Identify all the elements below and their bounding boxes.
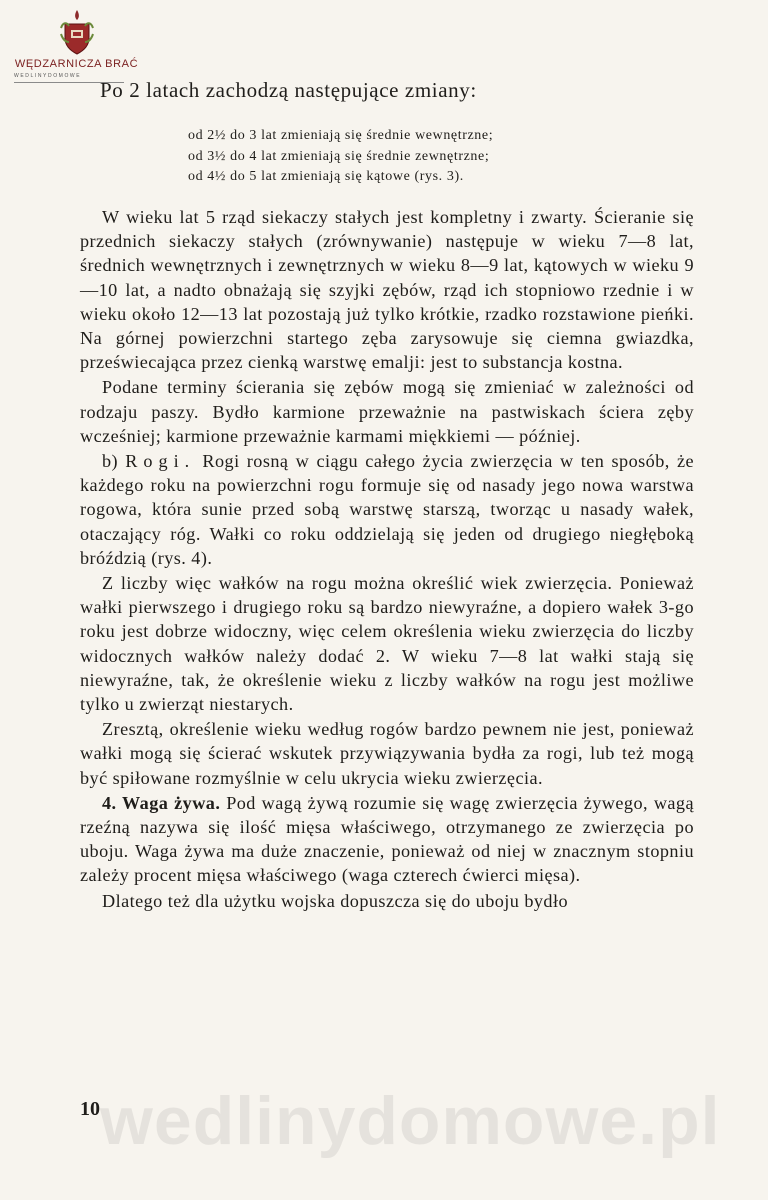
paragraph-label: b) [102,451,119,472]
paragraph-horn-rings: Z liczby więc wałków na rogu można określić wiek zwierzęcia. Ponieważ wałki pierwszego i drugiego roku są bardzo niewyraźne, a dopiero wałek 3-go roku jest dobrze widoczny, więc celem określenia wieku zwierzęcia do liczby widocznych wałków należy dodać 2. W wieku 7—8 lat wałki stają się niewyraźne, tak, że określenie wieku z liczby wałków na rogu jest możliwe tylko u zwierząt niestarych. [80,573,694,715]
paragraph-teeth-wear: W wieku lat 5 rząd siekaczy stałych jest kompletny i zwarty. Ścieranie się przednich siekaczy stałych (zrównywanie) następuje w wieku 7—8 lat, średnich wewnętrznych i zewnętrznych w wieku 8—9 lat, kątowych w wieku 9—10 lat, a nadto obnażają się szyjki zębów, rząd ich stopniowo rzednie i w wieku około 12—13 lat pozostają już tylko krótkie, rzadko rozstawione pieńki. Na górnej powierzchni startego zęba zarysowuje się ciemna gwiazdka, przeświecająca przez cienką warstwę emalji: jest to substancja kostna. [80,207,694,373]
paragraph-horn-reliability: Zresztą, określenie wieku według rogów bardzo pewnem nie jest, ponieważ wałki mogą się ścierać wskutek przywiązywania bydła za rogi, lub też mogą być spiłowane rozmyślnie w celu ukrycia wieku zwierzęcia. [80,719,694,788]
paragraph-horns [80,449,694,570]
list-item: od 3½ do 4 lat zmieniają się średnie zewnętrzne; [188,148,490,164]
live-weight-text: Pod wagą żywą rozumie się wagę zwierzęcia żywego, wagą rzeźną nazywa się ilość mięsa właściwego, otrzymanego ze zwierzęcia po uboju. Waga żywa ma duże znaczenie, ponieważ od niej w znacznym stopniu zależy procent mięsa właściwego (waga czterech ćwierci mięsa). [80,792,694,886]
paragraph-wear-terms: Podane terminy ścierania się zębów mogą się zmieniać w zależności od rodzaju paszy. Bydło karmione przeważnie na pastwiskach ściera zęby wcześniej; karmione przeważnie karmami miękkiemi — później. [80,377,694,446]
page-number: 10 [80,1098,100,1120]
list-item: od 2½ do 3 lat zmieniają się średnie wewnętrzne; [188,128,494,143]
live-weight-heading: 4. Waga żywa. [102,792,221,813]
brand-subtitle: WEDLINYDOMOWE [14,73,82,79]
watermark-text: wedlinydomowe.pl [100,1083,721,1159]
brand-name: WĘDZARNICZA BRAĆ [14,58,139,70]
brand-logo [14,8,139,79]
list-item: od 4½ do 5 lat zmieniają się kątowe (rys. 3). [188,169,464,184]
paragraph-army-use: Dlatego też dla użytku wojska dopuszcza się do uboju bydło [102,890,569,911]
tooth-changes-list [188,126,493,188]
section-heading: Po 2 latach zachodzą następujące zmiany: [100,78,477,102]
coat-of-arms-icon [57,8,97,56]
paragraph-live-weight [80,791,694,888]
horns-text: Rogi rosną w ciągu całego życia zwierzęcia w ten sposób, że każdego roku na powierzchni rogu formuje się od nasady jego nowa warstwa rogowa, która sunie przed sobą warstwę starszą, tworząc u nasady wałek, otaczający róg. Wałki co roku oddzielają się jeden od drugiego niegłęboką bróździą (rys. 4). [80,451,695,568]
main-text [80,205,694,913]
horns-heading: Rogi. [125,451,196,472]
